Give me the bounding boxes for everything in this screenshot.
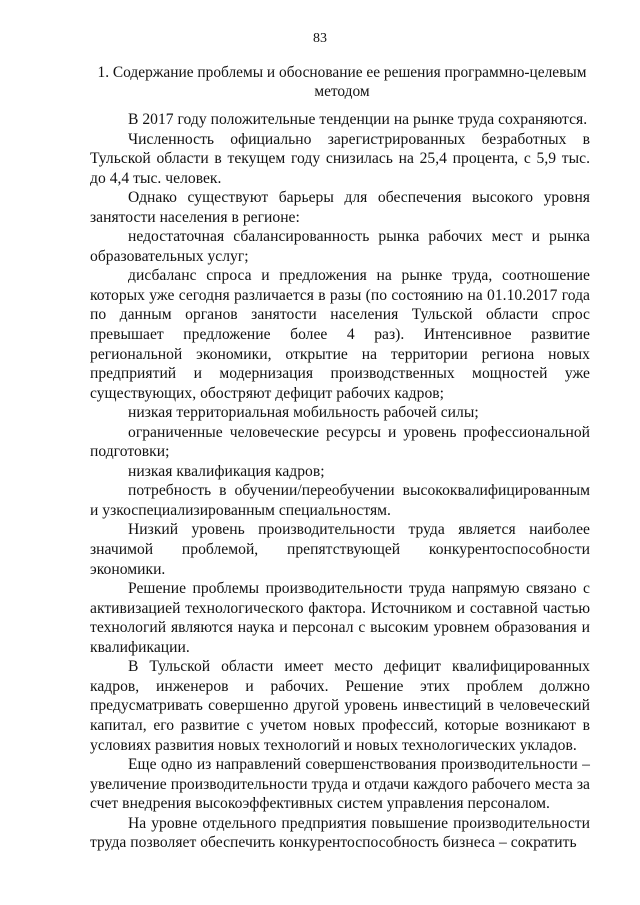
- section-heading: 1. Содержание проблемы и обоснование ее решения программно-целевым методом: [97, 64, 587, 100]
- list-item: низкая квалификация кадров;: [128, 462, 325, 480]
- paragraph: Решение проблемы производительности труда напрямую связано с активизацией технологического фактора. Источником и составной частью технологий являются наука и персонал с высоким уровнем образования и квалификации.: [90, 580, 590, 656]
- paragraph: Однако существуют барьеры для обеспечения высокого уровня занятости населения в регионе:: [90, 189, 590, 226]
- list-item: недостаточная сбалансированность рынка рабочих мест и рынка образовательных услуг;: [90, 228, 590, 265]
- paragraph: Еще одно из направлений совершенствования производительности – увеличение производительности труда и отдачи каждого рабочего места за счет внедрения высокоэффективных систем управления персоналом.: [90, 756, 590, 813]
- list-item: низкая территориальная мобильность рабочей силы;: [128, 404, 479, 422]
- paragraph: В 2017 году положительные тенденции на рынке труда сохраняются.: [128, 111, 588, 128]
- paragraph: Численность официально зарегистрированных безработных в Тульской области в текущем году снизилась на 25,4 процента, с 5,9 тыс. до 4,4 тыс. человек.: [90, 130, 590, 187]
- list-item: дисбаланс спроса и предложения на рынке труда, соотношение которых уже сегодня различается в разы (по состоянию на 01.10.2017 года по данным органов занятости населения Тульской области спрос превышает предложение более 4 раз). Интенсивное развитие региональной экономики, открытие на территории региона новых предприятий и модернизация производственных мощностей уже существующих, обостряют дефицит рабочих кадров;: [90, 267, 590, 402]
- page-number: 83: [313, 31, 327, 46]
- paragraph: Низкий уровень производительности труда является наиболее значимой проблемой, препятствующей конкурентоспособности экономики.: [90, 521, 590, 578]
- list-item: потребность в обучении/переобучении высококвалифицированным и узкоспециализированным специальностям.: [90, 482, 590, 519]
- paragraph: В Тульской области имеет место дефицит квалифицированных кадров, инженеров и рабочих. Решение этих проблем должно предусматривать совершенно другой уровень инвестиций в человеческий капитал, его развитие с учетом новых профессий, которые возникают в условиях развития новых технологий и новых технологических укладов.: [90, 658, 590, 754]
- body-text: [90, 110, 590, 853]
- list-item: ограниченные человеческие ресурсы и уровень профессиональной подготовки;: [90, 423, 590, 461]
- paragraph: На уровне отдельного предприятия повышение производительности труда позволяет обеспечить конкурентоспособность бизнеса – сократить: [90, 814, 590, 852]
